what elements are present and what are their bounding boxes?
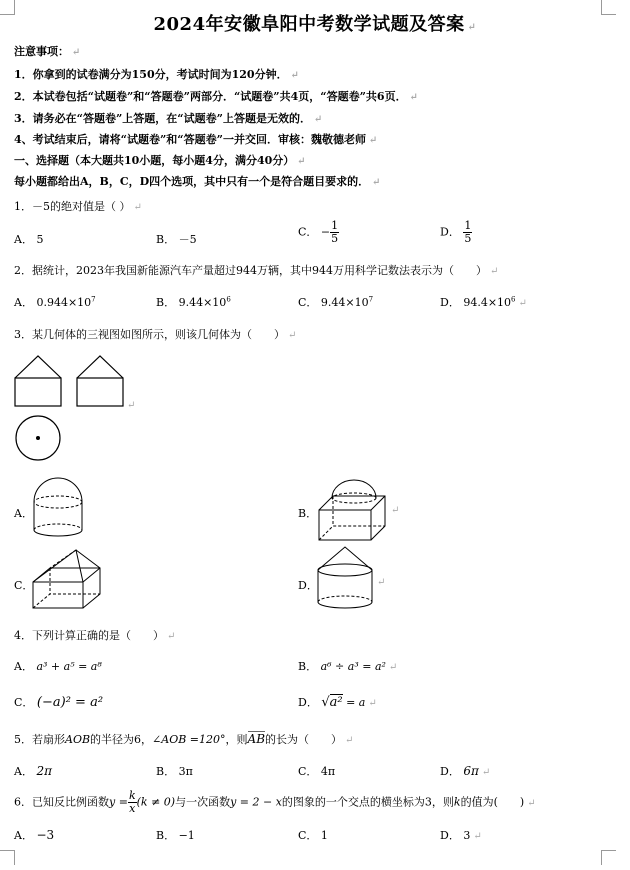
- notice-item-3: [14, 110, 322, 126]
- option-label: B．: [156, 296, 176, 309]
- question-text: ，则: [225, 733, 248, 746]
- option-base: 94.4×10: [463, 296, 512, 309]
- option-label: C．: [298, 829, 318, 842]
- option-expression-rest: = a: [346, 696, 366, 709]
- option-label: D．: [440, 225, 460, 239]
- question-3-stem: [14, 326, 296, 342]
- section-heading: [14, 152, 306, 168]
- option-text: 3π: [178, 765, 193, 778]
- hemisphere-on-cube-solid: [319, 480, 385, 540]
- pyramid-on-cuboid-solid: [33, 550, 100, 608]
- q4-option-c: [14, 694, 103, 710]
- crop-mark-bottom-right: [601, 850, 616, 865]
- q2-option-b: [156, 294, 231, 310]
- denominator: 5: [464, 232, 472, 245]
- paragraph-mark: ↵: [368, 698, 377, 709]
- option-label: A．: [14, 829, 33, 842]
- q5-option-b: [156, 763, 193, 779]
- paragraph-mark: ↵: [489, 266, 499, 277]
- notice-heading: [14, 43, 80, 59]
- q1-option-b: [156, 231, 197, 247]
- section-heading-text: 一、选择题（本大题共10小题，每小题4分，满分40分）: [14, 154, 295, 167]
- paragraph-mark: ↵: [467, 22, 477, 33]
- paragraph-mark: ↵: [473, 831, 482, 842]
- fraction: [330, 220, 339, 245]
- q4-option-a: [14, 658, 102, 674]
- option-text: 6π: [463, 764, 479, 778]
- question-text: 1．－5的绝对值是（ ）: [14, 200, 131, 213]
- q2-option-d: [440, 294, 527, 310]
- paragraph-mark: ↵: [290, 70, 299, 81]
- top-view-shape: [16, 416, 60, 460]
- exponent: 6: [511, 295, 516, 304]
- option-text: 1: [320, 829, 328, 842]
- option-label: B．: [156, 233, 176, 246]
- numerator: k: [128, 789, 136, 802]
- option-label: B．: [156, 829, 176, 842]
- paragraph-mark: ↵: [345, 735, 354, 746]
- q4-option-d: [298, 694, 377, 710]
- front-view-shape: [15, 356, 61, 406]
- q3-option-d: [298, 577, 318, 593]
- notice-item-4: [14, 131, 377, 147]
- option-label: B．: [298, 660, 318, 673]
- q6-option-b: [156, 827, 195, 843]
- sqrt-expression: √a²: [321, 695, 343, 710]
- q3-option-b: [298, 505, 317, 521]
- arc-name: AB: [247, 732, 266, 746]
- question-text: 3．某几何体的三视图如图所示，则该几何体为（ ）: [14, 328, 285, 341]
- option-text: 4π: [320, 765, 336, 778]
- q4-option-b: [298, 658, 397, 674]
- option-text: －5: [178, 233, 197, 246]
- option-expression: a³ + a⁵ = a⁸: [36, 660, 102, 673]
- option-text: 2π: [36, 764, 52, 778]
- paragraph-mark: ↵: [377, 577, 386, 588]
- option-label: B．: [298, 507, 318, 520]
- option-text: 3: [463, 829, 471, 842]
- exponent: 7: [368, 295, 374, 304]
- question-6-stem: [14, 790, 536, 815]
- q1-option-c: [298, 220, 339, 245]
- question-text: 的值为( ): [460, 795, 525, 809]
- page-title: [0, 10, 630, 36]
- side-view-shape: [77, 356, 123, 406]
- question-text: 2．据统计，2023年我国新能源汽车产量超过944万辆，其中944万用科学记数法表示为（ ）: [14, 264, 487, 277]
- option-label: A．: [14, 765, 33, 778]
- paragraph-mark: ↵: [127, 400, 136, 411]
- notice-item-text: 1．你拿到的试卷满分为150分，考试时间为120分钟．: [14, 68, 288, 81]
- q3-option-c: [14, 577, 33, 593]
- paragraph-mark: ↵: [481, 767, 491, 778]
- crop-mark-bottom-left: [0, 850, 15, 865]
- paragraph-mark: ↵: [527, 797, 536, 809]
- notice-heading-text: 注意事项：: [14, 45, 69, 58]
- question-text: 6．已知反比例函数: [14, 795, 109, 809]
- question-4-stem: [14, 627, 175, 643]
- option-label: C．: [298, 296, 318, 309]
- option-label: C．: [14, 696, 34, 709]
- option-text: −3: [36, 828, 55, 842]
- paragraph-mark: ↵: [388, 662, 398, 673]
- top-view-center-dot: [36, 436, 40, 440]
- q6-option-d: [440, 827, 482, 843]
- option-text: 5: [36, 233, 44, 246]
- exponent: 6: [226, 295, 231, 304]
- paragraph-mark: ↵: [372, 177, 381, 188]
- notice-item-2: [14, 88, 418, 104]
- notice-item-text: 3．请务必在“答题卷”上答题，在“试题卷”上答题是无效的．: [14, 112, 311, 125]
- q1-option-a: [14, 231, 43, 247]
- title-text: 2024年安徽阜阳中考数学试题及答案: [153, 14, 465, 35]
- question-text: 5．若扇形: [14, 733, 65, 746]
- option-label: C．: [298, 765, 318, 778]
- q2-option-a: [14, 294, 96, 310]
- q3-option-a: [14, 505, 33, 521]
- notice-item-text: 2．本试卷包括“试题卷”和“答题卷”两部分．“试题卷”共4页，“答题卷”共6页．: [14, 90, 407, 103]
- cone-on-cylinder-solid: [318, 547, 372, 608]
- question-text: 与一次函数: [175, 795, 231, 809]
- q5-option-a: [14, 763, 52, 779]
- function-lhs: y =: [109, 795, 128, 809]
- question-text: 的半径为6，: [90, 733, 153, 746]
- variable-k: k: [453, 795, 461, 809]
- option-label: C．: [14, 579, 34, 592]
- paragraph-mark: ↵: [368, 135, 378, 146]
- option-label: D．: [440, 296, 460, 309]
- question-1-stem: [14, 198, 142, 214]
- option-label: D．: [298, 579, 318, 592]
- q5-option-c: [298, 763, 335, 779]
- q6-option-a: [14, 827, 54, 843]
- numerator: 1: [331, 219, 339, 232]
- question-text: 的长为（ ）: [265, 733, 343, 746]
- paragraph-mark: ↵: [297, 156, 306, 167]
- option-label: D．: [298, 696, 318, 709]
- angle-expression: ∠AOB =120°: [152, 733, 226, 746]
- paragraph-mark: ↵: [288, 330, 297, 341]
- notice-item-text: 4、考试结束后，请将“试题卷”和“答题卷”一并交回．审核：魏敬德老师: [14, 133, 366, 146]
- q5-option-d: [440, 763, 490, 779]
- option-text: −1: [178, 829, 195, 842]
- question-5-stem: [14, 731, 353, 747]
- q2-option-c: [298, 294, 373, 310]
- paragraph-mark: ↵: [313, 114, 323, 125]
- section-instruction-text: 每小题都给出A，B，C，D四个选项，其中只有一个是符合题目要求的．: [14, 175, 370, 188]
- fraction: [128, 790, 137, 815]
- hemisphere-on-cylinder-solid: [34, 478, 82, 536]
- paragraph-mark: ↵: [518, 298, 527, 309]
- paragraph-mark: ↵: [409, 92, 418, 103]
- notice-item-1: [14, 66, 299, 82]
- q1-option-d: [440, 220, 472, 245]
- linear-function: y = 2 − x: [230, 795, 282, 809]
- paragraph-mark: ↵: [391, 505, 400, 516]
- option-label: B．: [156, 765, 176, 778]
- fraction: [463, 220, 472, 245]
- function-condition: (k ≠ 0): [136, 795, 176, 809]
- option-label: A．: [14, 296, 33, 309]
- numerator: 1: [464, 219, 472, 232]
- option-label: A．: [14, 660, 33, 673]
- option-label: D．: [440, 829, 460, 842]
- radicand: a²: [329, 695, 343, 710]
- q6-option-c: [298, 827, 328, 843]
- question-text: 的图象的一个交点的横坐标为3，则: [281, 795, 454, 809]
- paragraph-mark: ↵: [167, 631, 176, 642]
- paragraph-mark: ↵: [133, 202, 142, 213]
- option-expression: a⁶ ÷ a³ = a²: [320, 660, 386, 673]
- option-label: A．: [14, 507, 33, 520]
- denominator: x: [129, 802, 136, 815]
- option-label: D．: [440, 765, 460, 778]
- option-base: 9.44×10: [178, 296, 227, 309]
- option-expression: (−a)² = a²: [36, 695, 104, 710]
- question-text: 4．下列计算正确的是（ ）: [14, 629, 164, 642]
- option-base: 0.944×10: [36, 296, 92, 309]
- paragraph-mark: ↵: [72, 47, 81, 58]
- option-label: C．: [298, 225, 318, 239]
- section-instruction: [14, 173, 381, 189]
- option-base: 9.44×10: [320, 296, 369, 309]
- question-2-stem: [14, 262, 498, 278]
- option-label: A．: [14, 233, 33, 246]
- exponent: 7: [91, 295, 96, 304]
- minus-sign: −: [320, 225, 331, 239]
- sector-name: AOB: [65, 733, 91, 746]
- denominator: 5: [331, 232, 339, 245]
